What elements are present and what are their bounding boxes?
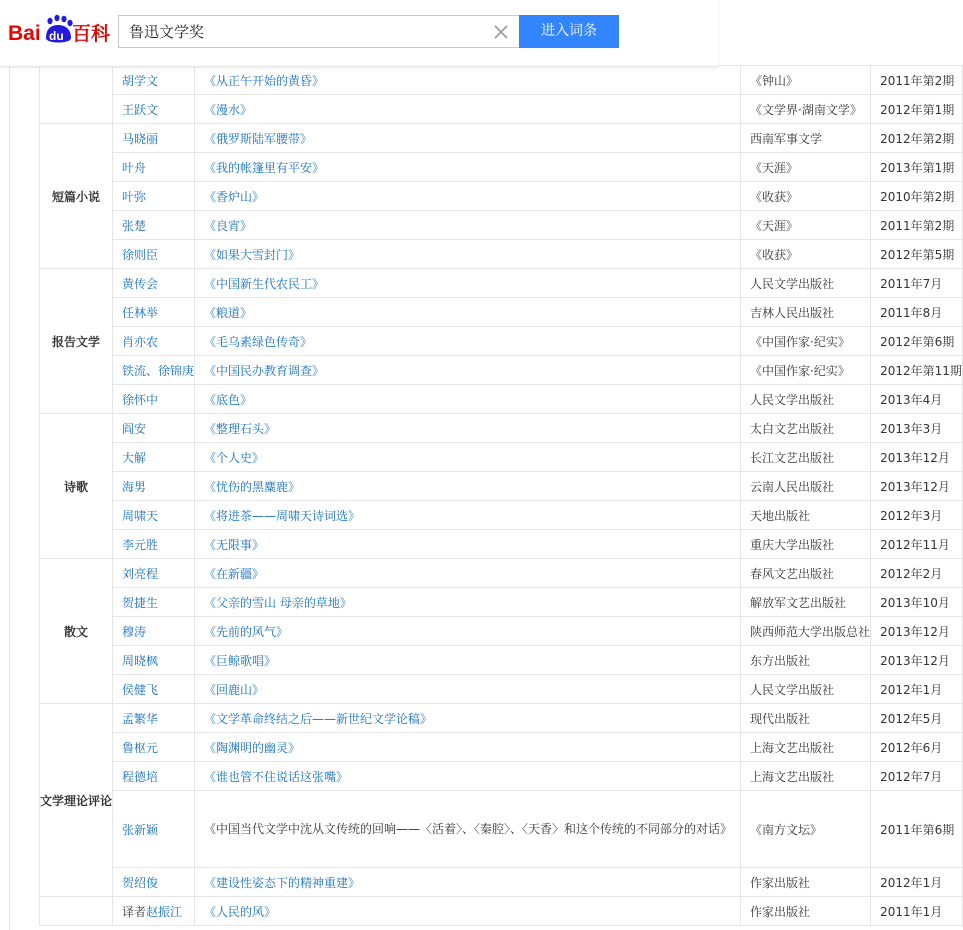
- work-cell: [195, 501, 741, 530]
- work-cell: [195, 66, 741, 95]
- content-area: [0, 66, 962, 930]
- work-cell: [195, 153, 741, 182]
- table-row: [40, 443, 963, 472]
- author-cell: [113, 762, 195, 791]
- table-row: [40, 124, 963, 153]
- date-cell: 2010年第2期: [871, 182, 963, 211]
- work-link[interactable]: 《个人史》: [204, 450, 265, 465]
- content-left-border: [9, 66, 10, 930]
- work-cell: [195, 269, 741, 298]
- translator-prefix: 译者: [122, 904, 147, 919]
- awards-table: [39, 65, 963, 926]
- date-cell: 2012年3月: [871, 501, 963, 530]
- baidu-baike-logo[interactable]: [8, 14, 112, 48]
- date-cell: 2012年第5期: [871, 240, 963, 269]
- work-link[interactable]: 《陶渊明的幽灵》: [204, 740, 301, 755]
- work-link[interactable]: 《毛乌素绿色传奇》: [204, 334, 313, 349]
- date-cell: 2013年12月: [871, 617, 963, 646]
- work-cell: [195, 414, 741, 443]
- publisher-cell: 《钟山》: [741, 66, 871, 95]
- table-row: [40, 385, 963, 414]
- author-cell: [113, 704, 195, 733]
- publisher-cell: 东方出版社: [741, 646, 871, 675]
- work-cell: [195, 704, 741, 733]
- author-cell: [113, 791, 195, 868]
- author-link[interactable]: 铁流、徐锦庚: [122, 363, 195, 378]
- author-link[interactable]: 大解: [122, 450, 147, 465]
- work-link[interactable]: 《无限事》: [204, 537, 265, 552]
- author-cell: [113, 385, 195, 414]
- author-cell: [113, 443, 195, 472]
- date-cell: 2012年5月: [871, 704, 963, 733]
- author-cell: [113, 298, 195, 327]
- work-cell: [195, 733, 741, 762]
- author-link[interactable]: 海男: [122, 479, 147, 494]
- work-link[interactable]: 《中国民办教育调查》: [204, 363, 325, 378]
- author-cell: [113, 501, 195, 530]
- work-link[interactable]: 《巨鲸歌唱》: [204, 653, 277, 668]
- publisher-cell: 吉林人民出版社: [741, 298, 871, 327]
- work-link[interactable]: 《良宵》: [204, 218, 253, 233]
- author-cell: [113, 95, 195, 124]
- work-cell: [195, 530, 741, 559]
- publisher-cell: 《南方文坛》: [741, 791, 871, 868]
- work-cell: [195, 868, 741, 897]
- work-cell: [195, 124, 741, 153]
- date-cell: 2012年第1期: [871, 95, 963, 124]
- table-row: [40, 211, 963, 240]
- work-cell: [195, 791, 741, 868]
- logo-text-bai: Bai: [8, 22, 41, 45]
- table-row: [40, 617, 963, 646]
- work-cell: [195, 762, 741, 791]
- work-cell: [195, 675, 741, 704]
- work-link[interactable]: 《回鹿山》: [204, 682, 265, 697]
- date-cell: 2012年第11期: [871, 356, 963, 385]
- table-row: [40, 530, 963, 559]
- author-link[interactable]: 刘亮程: [122, 566, 159, 581]
- work-cell: [195, 298, 741, 327]
- table-row: [40, 182, 963, 211]
- table-row: [40, 868, 963, 897]
- author-link[interactable]: 徐则臣: [122, 247, 159, 262]
- date-cell: 2011年第2期: [871, 66, 963, 95]
- work-cell: [195, 897, 741, 926]
- author-cell: [113, 356, 195, 385]
- author-link[interactable]: 贺绍俊: [122, 875, 159, 890]
- work-cell: [195, 95, 741, 124]
- work-cell: [195, 211, 741, 240]
- work-link[interactable]: 《建设性姿态下的精神重建》: [204, 875, 361, 890]
- category-cell: 诗歌: [40, 414, 113, 559]
- clear-icon[interactable]: [493, 24, 509, 40]
- publisher-cell: 上海文艺出版社: [741, 762, 871, 791]
- work-link[interactable]: 《中国新生代农民工》: [204, 276, 325, 291]
- category-cell: 散文: [40, 559, 113, 704]
- work-cell: [195, 385, 741, 414]
- author-link[interactable]: 阎安: [122, 421, 147, 436]
- author-cell: [113, 153, 195, 182]
- date-cell: 2011年8月: [871, 298, 963, 327]
- author-cell: [113, 897, 195, 926]
- publisher-cell: 现代出版社: [741, 704, 871, 733]
- author-link[interactable]: 叶舟: [122, 160, 147, 175]
- publisher-cell: 西南军事文学: [741, 124, 871, 153]
- author-link[interactable]: 赵振江: [146, 904, 183, 919]
- publisher-cell: 陕西师范大学出版总社: [741, 617, 871, 646]
- category-cell: 文学理论评论: [40, 704, 113, 897]
- table-row: [40, 733, 963, 762]
- date-cell: 2013年10月: [871, 588, 963, 617]
- date-cell: 2012年1月: [871, 675, 963, 704]
- table-row: [40, 897, 963, 926]
- publisher-cell: 《收获》: [741, 182, 871, 211]
- table-row: [40, 298, 963, 327]
- table-row: [40, 559, 963, 588]
- enter-entry-button[interactable]: 进入词条: [519, 15, 619, 48]
- date-cell: 2013年3月: [871, 414, 963, 443]
- table-row: [40, 414, 963, 443]
- header: [0, 0, 718, 67]
- publisher-cell: 上海文艺出版社: [741, 733, 871, 762]
- date-cell: 2011年7月: [871, 269, 963, 298]
- work-link[interactable]: 《如果大雪封门》: [204, 247, 301, 262]
- work-cell: [195, 240, 741, 269]
- date-cell: 2011年1月: [871, 897, 963, 926]
- author-cell: [113, 733, 195, 762]
- work-link[interactable]: 《忧伤的黑麋鹿》: [204, 479, 301, 494]
- date-cell: 2012年11月: [871, 530, 963, 559]
- date-cell: 2012年7月: [871, 762, 963, 791]
- date-cell: 2013年4月: [871, 385, 963, 414]
- work-link[interactable]: 《将进茶——周啸天诗词选》: [204, 508, 361, 523]
- author-cell: [113, 588, 195, 617]
- author-link[interactable]: 胡学文: [122, 73, 159, 88]
- work-link[interactable]: 《粮道》: [204, 305, 253, 320]
- work-link[interactable]: 《从正午开始的黄昏》: [204, 73, 325, 88]
- author-cell: [113, 414, 195, 443]
- publisher-cell: 重庆大学出版社: [741, 530, 871, 559]
- author-link[interactable]: 周啸天: [122, 508, 159, 523]
- author-cell: [113, 240, 195, 269]
- publisher-cell: 人民文学出版社: [741, 385, 871, 414]
- work-link[interactable]: 《人民的风》: [204, 904, 277, 919]
- work-link[interactable]: 《我的帐篷里有平安》: [204, 160, 325, 175]
- work-link[interactable]: 《先前的风气》: [204, 624, 289, 639]
- category-cell: [40, 66, 113, 124]
- publisher-cell: 《文学界·湖南文学》: [741, 95, 871, 124]
- work-link[interactable]: 《在新疆》: [204, 566, 265, 581]
- logo-text-baike: 百科: [72, 23, 111, 45]
- work-link[interactable]: 《文学革命终结之后——新世纪文学论稿》: [204, 711, 433, 726]
- table-row: [40, 66, 963, 95]
- author-link[interactable]: 孟繁华: [122, 711, 159, 726]
- logo-text-du: du: [49, 29, 64, 43]
- work-link[interactable]: 《父亲的雪山 母亲的草地》: [204, 595, 352, 610]
- work-cell: [195, 617, 741, 646]
- date-cell: 2012年1月: [871, 868, 963, 897]
- work-link[interactable]: 《中国当代文学中沈从文传统的回响——〈活着〉、〈秦腔〉、〈天香〉和这个传统的不同部分的对话》: [204, 822, 733, 836]
- work-cell: [195, 182, 741, 211]
- author-cell: [113, 559, 195, 588]
- table-row: [40, 95, 963, 124]
- work-cell: [195, 443, 741, 472]
- table-row: [40, 646, 963, 675]
- author-link[interactable]: 黄传会: [122, 276, 159, 291]
- category-cell: [40, 897, 113, 926]
- author-cell: [113, 327, 195, 356]
- author-link[interactable]: 穆涛: [122, 624, 147, 639]
- date-cell: 2012年第6期: [871, 327, 963, 356]
- date-cell: 2012年第2期: [871, 124, 963, 153]
- author-link[interactable]: 贺捷生: [122, 595, 159, 610]
- author-link[interactable]: 周晓枫: [122, 653, 159, 668]
- work-cell: [195, 327, 741, 356]
- category-cell: 报告文学: [40, 269, 113, 414]
- table-row: [40, 356, 963, 385]
- category-cell: 短篇小说: [40, 124, 113, 269]
- work-link[interactable]: 《香炉山》: [204, 189, 265, 204]
- date-cell: 2011年第6期: [871, 791, 963, 868]
- table-row: [40, 472, 963, 501]
- publisher-cell: 春风文艺出版社: [741, 559, 871, 588]
- date-cell: 2012年2月: [871, 559, 963, 588]
- date-cell: 2013年12月: [871, 472, 963, 501]
- publisher-cell: 解放军文艺出版社: [741, 588, 871, 617]
- work-link[interactable]: 《整理石头》: [204, 421, 277, 436]
- table-row: [40, 501, 963, 530]
- date-cell: 2013年12月: [871, 443, 963, 472]
- author-cell: [113, 211, 195, 240]
- publisher-cell: 《中国作家·纪实》: [741, 356, 871, 385]
- author-cell: [113, 646, 195, 675]
- work-cell: [195, 356, 741, 385]
- table-row: [40, 704, 963, 733]
- author-cell: [113, 269, 195, 298]
- publisher-cell: 人民文学出版社: [741, 675, 871, 704]
- work-link[interactable]: 《底色》: [204, 392, 253, 407]
- date-cell: 2011年第2期: [871, 211, 963, 240]
- date-cell: 2013年12月: [871, 646, 963, 675]
- author-cell: [113, 617, 195, 646]
- work-link[interactable]: 《谁也管不住说话这张嘴》: [204, 769, 349, 784]
- publisher-cell: 作家出版社: [741, 897, 871, 926]
- table-row: [40, 791, 963, 868]
- author-cell: [113, 868, 195, 897]
- work-cell: [195, 472, 741, 501]
- author-cell: [113, 124, 195, 153]
- author-cell: [113, 182, 195, 211]
- publisher-cell: 天地出版社: [741, 501, 871, 530]
- author-link[interactable]: 李元胜: [122, 537, 159, 552]
- date-cell: 2013年第1期: [871, 153, 963, 182]
- author-cell: [113, 66, 195, 95]
- publisher-cell: 《中国作家·纪实》: [741, 327, 871, 356]
- publisher-cell: 人民文学出版社: [741, 269, 871, 298]
- search-box: [118, 15, 519, 48]
- author-link[interactable]: 张新颖: [122, 822, 159, 837]
- author-link[interactable]: 任林举: [122, 305, 159, 320]
- table-row: [40, 327, 963, 356]
- publisher-cell: 云南人民出版社: [741, 472, 871, 501]
- author-link[interactable]: 程德培: [122, 769, 159, 784]
- publisher-cell: 《天涯》: [741, 153, 871, 182]
- work-link[interactable]: 《俄罗斯陆军腰带》: [204, 131, 313, 146]
- work-cell: [195, 559, 741, 588]
- table-row: [40, 588, 963, 617]
- publisher-cell: 长江文艺出版社: [741, 443, 871, 472]
- author-link[interactable]: 叶弥: [122, 189, 147, 204]
- work-cell: [195, 588, 741, 617]
- table-row: [40, 240, 963, 269]
- author-link[interactable]: 王跃文: [122, 102, 159, 117]
- author-cell: [113, 472, 195, 501]
- publisher-cell: 《天涯》: [741, 211, 871, 240]
- date-cell: 2012年6月: [871, 733, 963, 762]
- author-link[interactable]: 马晓丽: [122, 131, 159, 146]
- author-link[interactable]: 张楚: [122, 218, 147, 233]
- search-input[interactable]: [129, 16, 489, 47]
- author-cell: [113, 530, 195, 559]
- table-row: [40, 675, 963, 704]
- author-link[interactable]: 鲁枢元: [122, 740, 159, 755]
- work-link[interactable]: 《漫水》: [204, 102, 253, 117]
- publisher-cell: 作家出版社: [741, 868, 871, 897]
- publisher-cell: 太白文艺出版社: [741, 414, 871, 443]
- publisher-cell: 《收获》: [741, 240, 871, 269]
- work-cell: [195, 646, 741, 675]
- author-link[interactable]: 侯健飞: [122, 682, 159, 697]
- table-row: [40, 153, 963, 182]
- author-link[interactable]: 肖亦农: [122, 334, 159, 349]
- table-row: [40, 269, 963, 298]
- table-row: [40, 762, 963, 791]
- author-link[interactable]: 徐怀中: [122, 392, 159, 407]
- author-cell: [113, 675, 195, 704]
